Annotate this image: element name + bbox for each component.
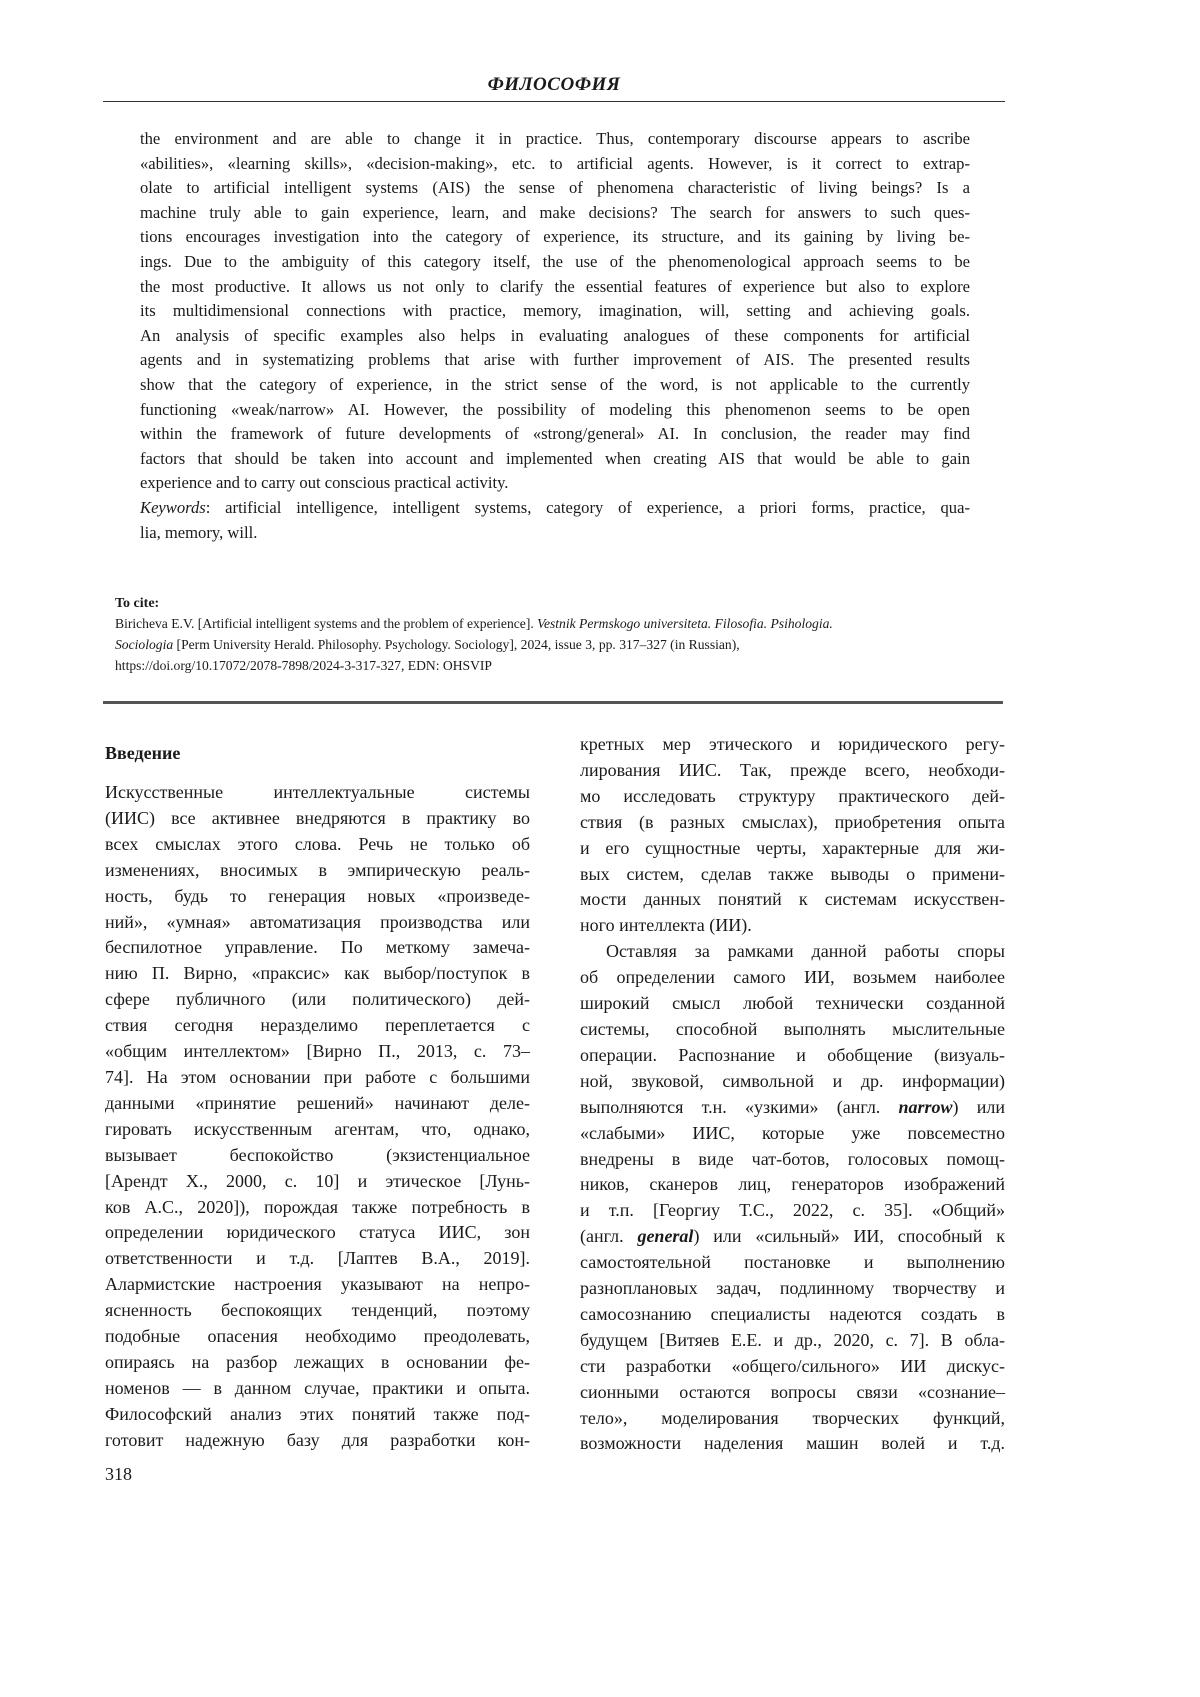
cite-heading: To cite:	[115, 596, 159, 612]
text-line: lia, memory, will.	[140, 521, 970, 546]
text-line: «abilities», «learning skills», «decision-making», etc. to artificial agents. However, is it correct to extrap-	[140, 152, 970, 177]
text-run: (англ.	[580, 1226, 637, 1246]
emphasis-text: narrow	[899, 1097, 953, 1117]
text-line: tions encourages investigation into the category of experience, its structure, and its gaining by living be-	[140, 225, 970, 250]
text-line: номенов — в данном случае, практики и опыта.	[105, 1376, 530, 1402]
citation	[115, 613, 980, 676]
text-line: machine truly able to gain experience, learn, and make decisions? The search for answers to such ques-	[140, 201, 970, 226]
text-line: будущем [Витяев Е.Е. и др., 2020, с. 7]. В обла-	[580, 1328, 1005, 1354]
text-line: сионными остаются вопросы связи «сознание–	[580, 1380, 1005, 1406]
text-line: и его сущностные черты, характерные для жи-	[580, 836, 1005, 862]
text-line: об определении самого ИИ, возьмем наиболее	[580, 965, 1005, 991]
text-line: Оставляя за рамками данной работы споры	[580, 939, 1005, 965]
text-run: Biricheva E.V. [Artificial intelligent systems and the problem of experience].	[115, 616, 537, 631]
text-run: ) или «сильный» ИИ, способный к	[693, 1226, 1005, 1246]
text-line: ings. Due to the ambiguity of this category itself, the use of the phenomenological approach seems to be	[140, 250, 970, 275]
text-line: ответственности и т.д. [Лаптев В.А., 2019].	[105, 1246, 530, 1272]
text-line: functioning «weak/narrow» AI. However, the possibility of modeling this phenomenon seems to be open	[140, 398, 970, 423]
running-header: ФИЛОСОФИЯ	[103, 74, 1005, 96]
text-line: within the framework of future developments of «strong/general» AI. In conclusion, the reader may find	[140, 422, 970, 447]
text-line: its multidimensional connections with practice, memory, imagination, will, setting and achieving goals.	[140, 299, 970, 324]
text-line: разноплановых задач, подлинному творчеству и	[580, 1276, 1005, 1302]
text-line: Философский анализ этих понятий также под-	[105, 1402, 530, 1428]
text-line	[580, 1224, 1005, 1250]
text-line: Искусственные интеллектуальные системы	[105, 780, 530, 806]
text-line: сти разработки «общего/сильного» ИИ дискус-	[580, 1354, 1005, 1380]
text-line: the most productive. It allows us not only to clarify the essential features of experience but also to explore	[140, 275, 970, 300]
text-line: вых систем, сделав также выводы о примени-	[580, 862, 1005, 888]
text-line: готовит надежную базу для разработки кон-	[105, 1428, 530, 1454]
text-line: подобные опасения необходимо преодолевать,	[105, 1324, 530, 1350]
text-line: самостоятельной постановке и выполнению	[580, 1250, 1005, 1276]
text-line: лирования ИИС. Так, прежде всего, необходи-	[580, 758, 1005, 784]
text-line: данными «принятие решений» начинают деле-	[105, 1091, 530, 1117]
text-line: agents and in systematizing problems that arise with further improvement of AIS. The presented results	[140, 348, 970, 373]
text-line	[115, 634, 980, 655]
abstract	[140, 127, 970, 545]
text-line: внедрены в виде чат-ботов, голосовых помощ-	[580, 1147, 1005, 1173]
text-run: выполняются т.н. «узкими» (англ.	[580, 1097, 899, 1117]
text-line: кретных мер этического и юридического регу-	[580, 732, 1005, 758]
text-line: возможности наделения машин волей и т.д.	[580, 1431, 1005, 1457]
text-line: тело», моделирования творческих функций,	[580, 1406, 1005, 1432]
text-line: ясненность беспокоящих тенденций, поэтому	[105, 1298, 530, 1324]
emphasis-text: Keywords	[140, 498, 206, 517]
text-line: мо исследовать структуру практического дей-	[580, 784, 1005, 810]
text-line: the environment and are able to change it in practice. Thus, contemporary discourse appears to ascribe	[140, 127, 970, 152]
text-line: «общим интеллектом» [Вирно П., 2013, с. 73–	[105, 1039, 530, 1065]
text-run: : artificial intelligence, intelligent systems, category of experience, a priori forms, practice, qua-	[206, 498, 970, 517]
text-line: 74]. На этом основании при работе с большими	[105, 1065, 530, 1091]
text-line: An analysis of specific examples also helps in evaluating analogues of these components for artificial	[140, 324, 970, 349]
page-number: 318	[105, 1464, 132, 1485]
text-line: (ИИС) все активнее внедряются в практику во	[105, 806, 530, 832]
text-line: ствия (в разных смыслах), приобретения опыта	[580, 810, 1005, 836]
text-line: мости данных понятий к системам искусствен-	[580, 887, 1005, 913]
text-line: [Арендт Х., 2000, с. 10] и этическое [Лунь-	[105, 1169, 530, 1195]
text-line: «слабыми» ИИС, которые уже повсеместно	[580, 1121, 1005, 1147]
right-column	[580, 732, 1005, 1457]
text-line: широкий смысл любой технически созданной	[580, 991, 1005, 1017]
text-line: ствия сегодня неразделимо переплетается с	[105, 1013, 530, 1039]
text-run: [Perm University Herald. Philosophy. Psychology. Sociology], 2024, issue 3, pp. 317–327 (in Russian),	[173, 637, 740, 652]
text-line: опираясь на разбор лежащих в основании фе-	[105, 1350, 530, 1376]
text-line	[580, 1095, 1005, 1121]
text-line: всех смыслах этого слова. Речь не только об	[105, 832, 530, 858]
text-line	[140, 496, 970, 521]
text-line: и т.п. [Георгиу Т.С., 2022, с. 35]. «Общий»	[580, 1198, 1005, 1224]
text-line: ний», «умная» автоматизация производства или	[105, 910, 530, 936]
text-line: ность, будь то генерация новых «произведе-	[105, 884, 530, 910]
text-line: гировать искусственным агентам, что, однако,	[105, 1117, 530, 1143]
emphasis-text: Vestnik Permskogo universiteta. Filosofia. Psihologia.	[537, 616, 833, 631]
text-line: olate to artificial intelligent systems (AIS) the sense of phenomena characteristic of living beings? Is a	[140, 176, 970, 201]
header-rule	[103, 101, 1005, 102]
text-line: операции. Распознание и обобщение (визуаль-	[580, 1043, 1005, 1069]
text-line: изменениях, вносимых в эмпирическую реаль-	[105, 858, 530, 884]
text-line: ного интеллекта (ИИ).	[580, 913, 1005, 939]
text-line	[115, 613, 980, 634]
text-line: самосознанию специалисты надеются создать в	[580, 1302, 1005, 1328]
text-line: определении юридического статуса ИИС, зон	[105, 1220, 530, 1246]
text-run: ) или	[953, 1097, 1005, 1117]
text-line: ной, звуковой, символьной и др. информации)	[580, 1069, 1005, 1095]
section-heading: Введение	[105, 743, 180, 764]
text-line: show that the category of experience, in the strict sense of the word, is not applicable to the currently	[140, 373, 970, 398]
text-line: нию П. Вирно, «праксис» как выбор/поступок в	[105, 961, 530, 987]
text-line: вызывает беспокойство (экзистенциальное	[105, 1143, 530, 1169]
text-line: ков А.С., 2020]), порождая также потребность в	[105, 1195, 530, 1221]
text-line: factors that should be taken into account and implemented when creating AIS that would be able to gain	[140, 447, 970, 472]
text-line: сфере публичного (или политического) дей-	[105, 987, 530, 1013]
emphasis-text: general	[637, 1226, 693, 1246]
text-line: ников, сканеров лиц, генераторов изображений	[580, 1172, 1005, 1198]
text-line: Алармистские настроения указывают на непро-	[105, 1272, 530, 1298]
text-line: experience and to carry out conscious practical activity.	[140, 471, 970, 496]
emphasis-text: Sociologia	[115, 637, 173, 652]
text-line: беспилотное управление. По меткому замеча-	[105, 935, 530, 961]
text-line: https://doi.org/10.17072/2078-7898/2024-3-317-327, EDN: OHSVIP	[115, 655, 980, 676]
section-divider	[103, 701, 1003, 704]
left-column	[105, 780, 530, 1454]
text-line: системы, способной выполнять мыслительные	[580, 1017, 1005, 1043]
